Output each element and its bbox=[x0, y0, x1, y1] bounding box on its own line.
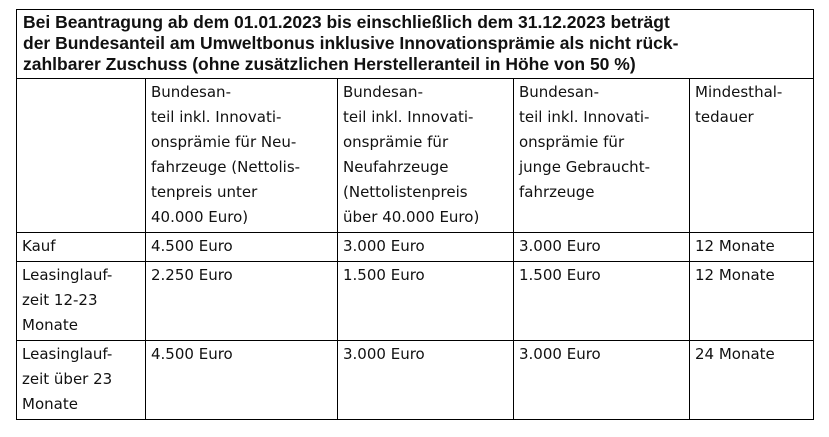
row-label: Leasinglauf- zeit über 23 Monate bbox=[17, 341, 146, 420]
column-header-min-holding: Mindesthal- tedauer bbox=[690, 79, 814, 233]
table-cell: 24 Monate bbox=[690, 341, 814, 420]
table-cell: 3.000 Euro bbox=[338, 233, 514, 262]
table-row bbox=[17, 341, 814, 420]
column-header-new-over-40k: Bundesan- teil inkl. Innovati- onsprämie für Neufahrzeuge (Nettolistenpreis über 40.000 Euro) bbox=[338, 79, 514, 233]
table-cell: 12 Monate bbox=[690, 262, 814, 341]
subsidy-table-container bbox=[16, 9, 813, 420]
subsidy-table bbox=[16, 9, 814, 420]
row-label: Leasinglauf- zeit 12-23 Monate bbox=[17, 262, 146, 341]
table-cell: 4.500 Euro bbox=[146, 341, 338, 420]
table-row bbox=[17, 262, 814, 341]
column-header-empty bbox=[17, 79, 146, 233]
table-cell: 3.000 Euro bbox=[514, 233, 690, 262]
table-cell: 4.500 Euro bbox=[146, 233, 338, 262]
row-label: Kauf bbox=[17, 233, 146, 262]
table-heading bbox=[17, 10, 814, 79]
table-cell: 2.250 Euro bbox=[146, 262, 338, 341]
table-cell: 12 Monate bbox=[690, 233, 814, 262]
column-header-new-under-40k: Bundesan- teil inkl. Innovati- onsprämie für Neu- fahrzeuge (Nettolis- tenpreis unter 40.000 Euro) bbox=[146, 79, 338, 233]
table-heading-line: der Bundesanteil am Umweltbonus inklusive Innovationsprämie als nicht rück- bbox=[23, 33, 679, 53]
table-cell: 1.500 Euro bbox=[514, 262, 690, 341]
table-cell: 1.500 Euro bbox=[338, 262, 514, 341]
table-heading-row bbox=[17, 10, 814, 79]
table-cell: 3.000 Euro bbox=[514, 341, 690, 420]
column-header-row bbox=[17, 79, 814, 233]
table-heading-line: zahlbarer Zuschuss (ohne zusätzlichen Herstelleranteil in Höhe von 50 %) bbox=[23, 54, 636, 74]
table-row bbox=[17, 233, 814, 262]
column-header-used-vehicles: Bundesan- teil inkl. Innovati- onsprämie für junge Gebraucht- fahrzeuge bbox=[514, 79, 690, 233]
table-cell: 3.000 Euro bbox=[338, 341, 514, 420]
table-heading-line: Bei Beantragung ab dem 01.01.2023 bis einschließlich dem 31.12.2023 beträgt bbox=[23, 12, 670, 32]
